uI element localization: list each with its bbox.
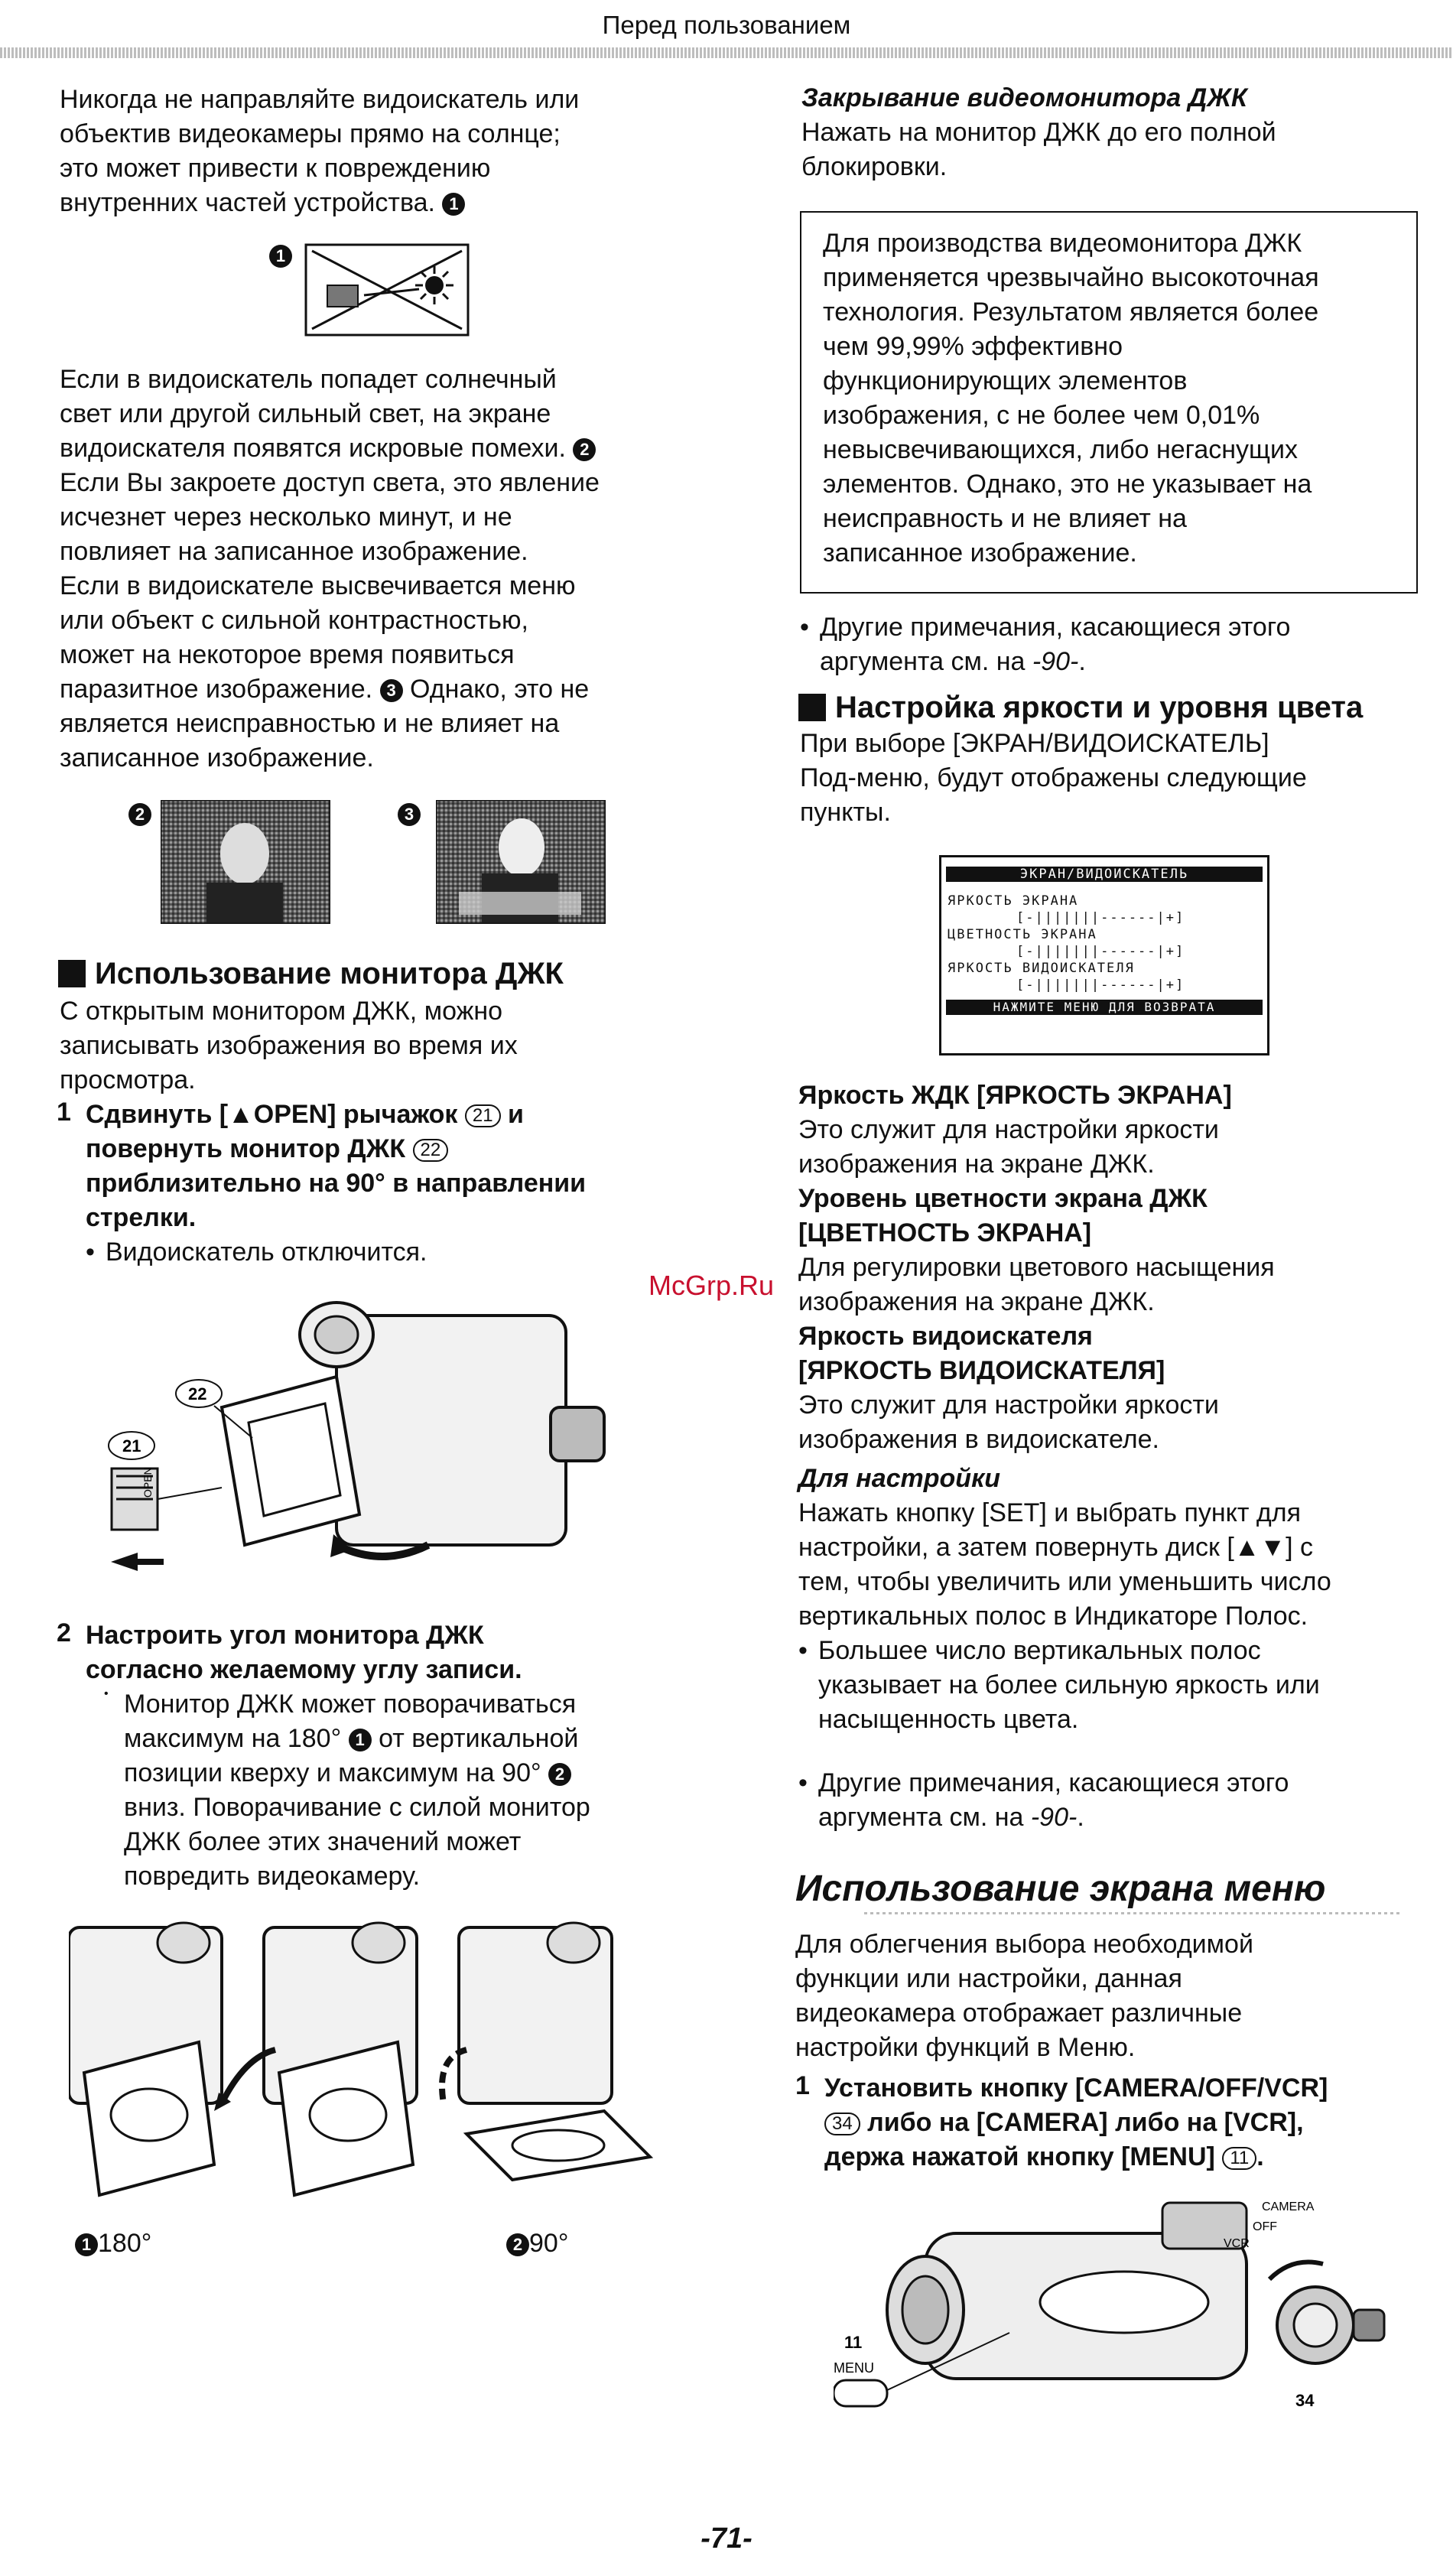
text-line: внутренних частей устройства. [60, 188, 435, 217]
step-number: 1 [795, 2071, 810, 2100]
angle-180-label: 1 180° [75, 2229, 151, 2259]
marker-2: 2 [573, 438, 596, 461]
open-label: OPEN [141, 1467, 154, 1498]
section-square-icon [798, 694, 826, 721]
header-rule [0, 47, 1453, 58]
marker-3: 3 [380, 679, 403, 702]
photo-ghost-image [436, 800, 606, 924]
label-22: 22 [188, 1384, 207, 1403]
camcorder-menu-figure [834, 2172, 1430, 2432]
lcd-tech-note-box: Для производства видеомонитора ДЖК применяется чрезвычайно высокоточная технология. Результатом является более чем 99,99% эффективно функционирующих элементов изображения, с не более чем 0,01% невысвечивающихся, либо негаснущих элементов. Однако, это не указывает на неисправность и не влияет на записанное изображение. [800, 211, 1418, 594]
bullet-item: • Монитор ДЖК может поворачиваться максимум на 180° 1 от вертикальной позиции кверху и максимум на 90° 2 вниз. Поворачивание с силой монитор ДЖК более этих значений может повредить видеокамеру. [104, 1687, 730, 1894]
text-line: Однако, это не [410, 675, 590, 704]
warning-sun [60, 83, 748, 220]
text-line: Если Вы закроете доступ света, это явление [60, 468, 600, 497]
text-line: согласно желаемому углу записи. [86, 1655, 522, 1684]
menu-label: MENU [834, 2360, 874, 2376]
marker-2: 2 [506, 2233, 529, 2256]
camera-sun-icon [304, 243, 470, 337]
text-line: Если в видоискатель попадет солнечный [60, 365, 557, 394]
photo-noise-image [161, 800, 330, 924]
text-line: Если в видоискателе высвечивается меню [60, 571, 576, 600]
watermark: McGrp.Ru [648, 1270, 775, 1301]
marker-1: 1 [442, 193, 465, 216]
marker-1: 1 [75, 2233, 98, 2256]
text-line: записывать изображения во время их [60, 1031, 518, 1060]
bullet-item: • Видоискатель отключится. [86, 1235, 730, 1270]
camera-label: CAMERA [1262, 2200, 1315, 2213]
marker-1: 1 [269, 245, 292, 268]
section-square-icon [58, 960, 86, 987]
lcd-rotation-figures [69, 1920, 658, 2210]
menu-step-1: 1 Установить кнопку [CAMERA/OFF/VCR] 34 либо на [CAMERA] либо на [VCR], держа нажатой кнопку [MENU] 11 . [795, 2071, 1328, 2171]
page-ref: -90- [1032, 647, 1079, 676]
camcorder-open-lcd-figure [107, 1293, 627, 1606]
page-number: -71- [700, 2522, 753, 2555]
step-2-left [57, 1618, 730, 1894]
text-line: паразитное изображение. [60, 675, 373, 704]
off-label: OFF [1253, 2220, 1277, 2233]
text-line: свет или другой сильный свет, на экране [60, 399, 551, 428]
note-1: • Другие примечания, касающиеся этого аргумента см. на -90-. [800, 610, 1427, 679]
menu-screen [939, 855, 1269, 1055]
text-line: повлияет на записанное изображение. [60, 537, 528, 566]
rotation-figure-180 [69, 1923, 222, 2195]
marker-1: 1 [349, 1729, 372, 1751]
text-line: или объект с сильной контрастностью, [60, 606, 528, 635]
screen-footer: НАЖМИТЕ МЕНЮ ДЛЯ ВОЗВРАТА [946, 1000, 1263, 1015]
marker-2: 2 [548, 1763, 571, 1786]
close-lcd-title: Закрывание видеомонитора ДЖК [801, 83, 1247, 112]
screen-item: ЦВЕТНОСТЬ ЭКРАНА [948, 927, 1097, 942]
menu-button-icon [834, 2380, 887, 2406]
text-line: С открытым монитором ДЖК, можно [60, 997, 503, 1026]
close-lcd [801, 81, 1429, 184]
text-line: является неисправностью и не влияет на [60, 709, 560, 738]
text-line: стрелки. [86, 1203, 197, 1232]
screen-item: ЯРКОСТЬ ВИДОИСКАТЕЛЯ [948, 961, 1135, 976]
screen-bar: [-|||||||------|+] [1016, 944, 1185, 959]
page-header: Перед пользованием [602, 11, 851, 39]
step-number: 1 [57, 1098, 71, 1127]
text-line: приблизительно на 90° в направлении [86, 1169, 587, 1198]
text-line: это может привести к повреждению [60, 154, 491, 183]
marker-2: 2 [128, 803, 151, 826]
text-line: записанное изображение. [60, 743, 374, 772]
menu-intro: Для облегчения выбора необходимой функции или настройки, данная видеокамера отображает различные настройки функций в Меню. [795, 1930, 1253, 2062]
text-line: Настроить угол монитора ДЖК [86, 1621, 484, 1650]
angle-90-label: 2 90° [506, 2229, 568, 2259]
section-lcd-title: Использование монитора ДЖК [58, 955, 564, 993]
menu-section-title: Использование экрана меню [795, 1869, 1326, 1909]
marker-3: 3 [398, 803, 421, 826]
ref-badge: 22 [413, 1139, 449, 1162]
text-line: исчезнет через несколько минут, и не [60, 503, 512, 532]
text-line: Нажать на монитор ДЖК до его полной [801, 118, 1276, 147]
page-ref: -90- [1030, 1803, 1078, 1832]
text-line: видоискателя появятся искровые помехи. [60, 434, 566, 463]
text-line: блокировки. [801, 152, 948, 181]
text-line: может на некоторое время появиться [60, 640, 515, 669]
rotation-figure-90 [442, 1923, 650, 2180]
screen-bar: [-|||||||------|+] [1016, 977, 1185, 993]
rotation-figure-middle [214, 1923, 417, 2195]
vcr-label: VCR [1224, 2237, 1250, 2250]
section-lcd-intro [60, 994, 748, 1098]
screen-bar: [-|||||||------|+] [1016, 910, 1185, 925]
brightness-items: Яркость ЖДК [ЯРКОСТЬ ЭКРАНА] Это служит для настройки яркости изображения на экране ДЖК. Уровень цветности экрана ДЖК [ЦВЕТНОСТЬ ЭКРАНА] Для регулировки цветового насыщения изображения на экране ДЖК. Яркость видоискателя [ЯРКОСТЬ ВИДОИСКАТЕЛЯ] Это служит для настройки яркости изображения в видоискателе. Для настройки Нажать кнопку [SET] и выбрать пункт для настройки, а затем повернуть диск [▲▼] с тем, чтобы увеличить или уменьшить число вертикальных полос в Индикаторе Полос. • Большее число вертикальных полос указывает на более сильную яркость или насыщенность цвета. • Другие примечания, касающиеся этого аргумента см. на -90-. [798, 1078, 1433, 1835]
ref-badge: 34 [824, 2113, 860, 2135]
label-11: 11 [844, 2333, 863, 2352]
step-number: 2 [57, 1618, 71, 1647]
screen-title: ЭКРАН/ВИДОИСКАТЕЛЬ [946, 867, 1263, 882]
step-1-left: 1 Сдвинуть [▲OPEN] рычажок 21 и повернуть монитор ДЖК 22 приблизительно на 90° в направлении стрелки. • Видоискатель отключится. [57, 1098, 730, 1270]
text-line: просмотра. [60, 1065, 196, 1094]
dotted-rule [864, 1912, 1399, 1914]
label-21: 21 [122, 1436, 141, 1456]
ref-badge: 21 [465, 1104, 501, 1127]
section-brightness-intro: При выборе [ЭКРАН/ВИДОИСКАТЕЛЬ] Под-меню, будут отображены следующие пункты. [800, 729, 1307, 827]
text-line: объектив видеокамеры прямо на солнце; [60, 119, 561, 148]
flare-paragraph [60, 363, 748, 776]
label-34: 34 [1295, 2391, 1315, 2410]
ref-badge: 11 [1222, 2147, 1256, 2170]
text-line: Никогда не направляйте видоискатель или [60, 85, 580, 114]
screen-item: ЯРКОСТЬ ЭКРАНА [948, 893, 1079, 909]
section-brightness-title: Настройка яркости и уровня цвета [798, 688, 1363, 727]
